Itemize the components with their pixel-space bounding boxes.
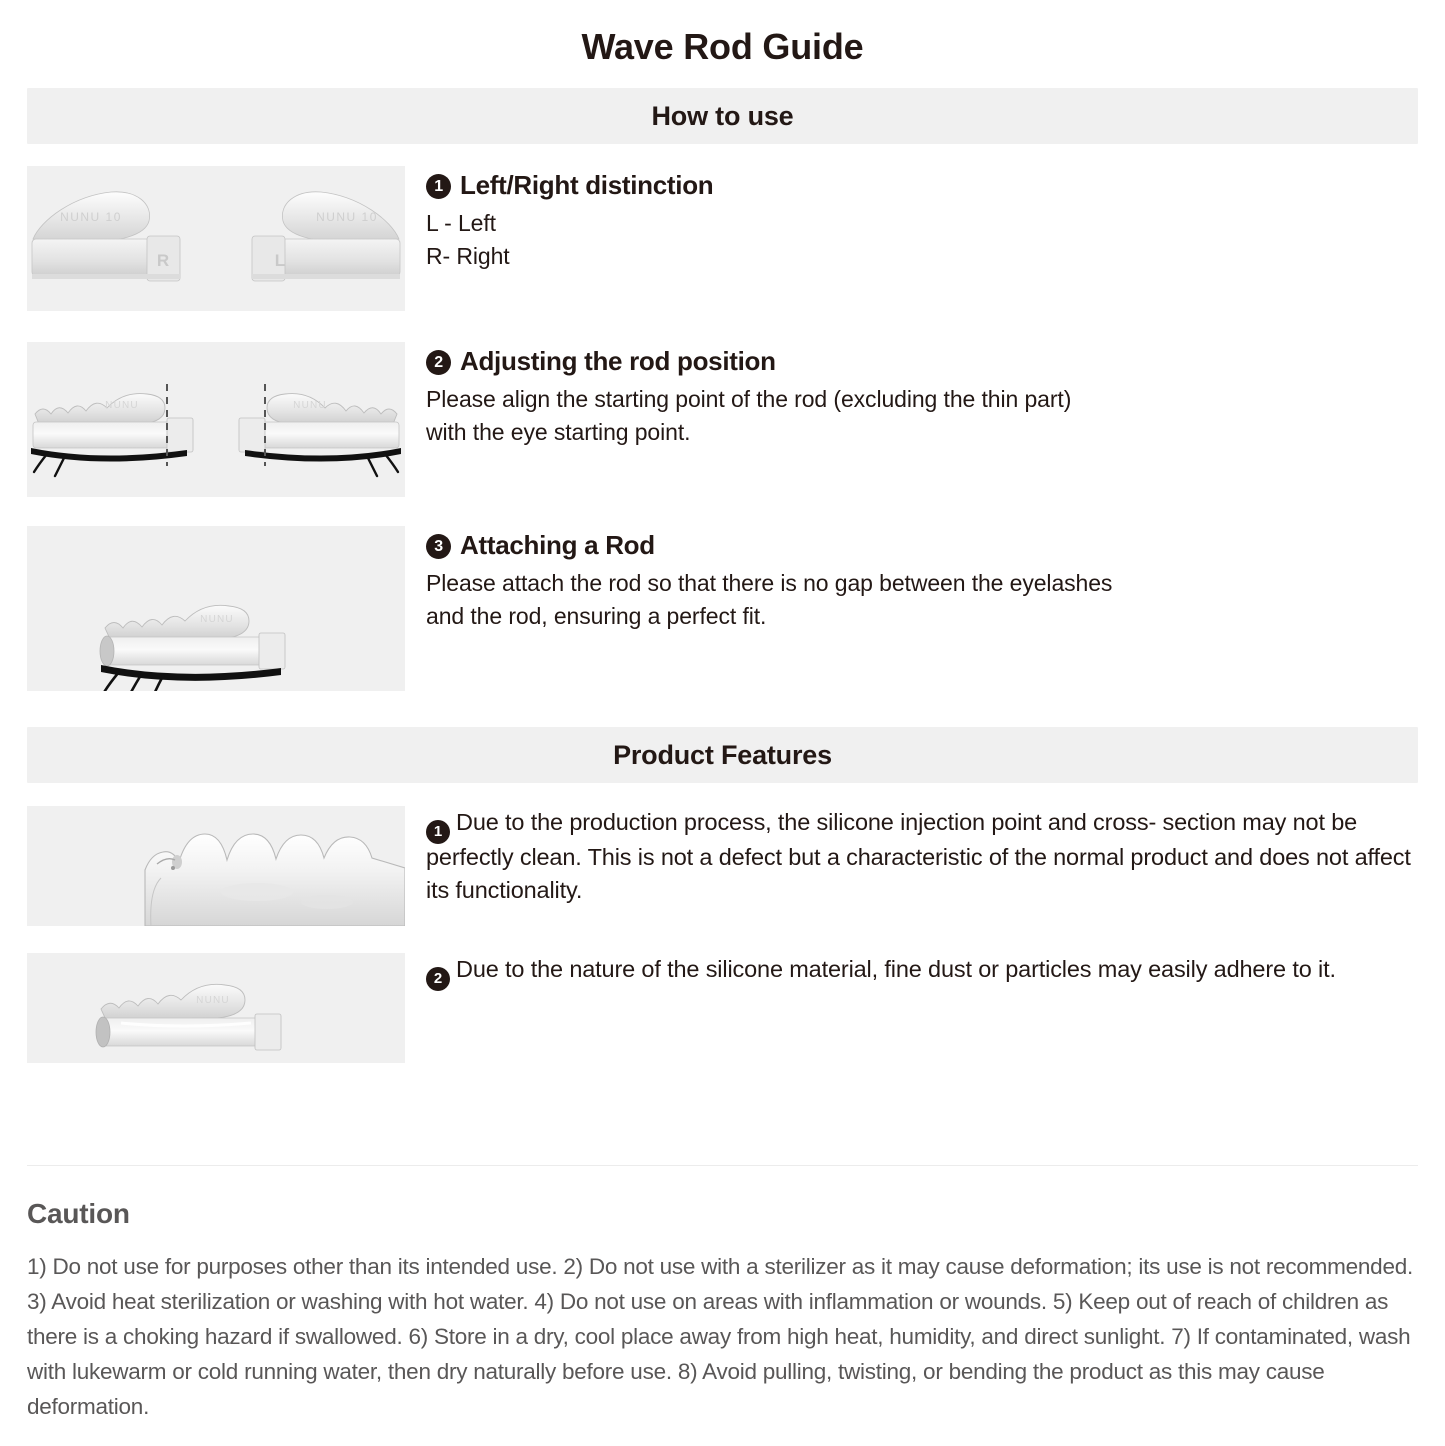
step-row-3 (27, 526, 1418, 691)
feature-1-line-1: Due to the production process, the silicone injection point and cross- (456, 809, 1157, 835)
step-2-image (27, 342, 405, 497)
step-1-body (426, 207, 1418, 272)
step-1-text (405, 166, 1418, 273)
step-1-line-2: R- Right (426, 242, 510, 269)
rod-left-right-pair-illustration (27, 166, 405, 311)
feature-2-image (27, 953, 405, 1063)
rod-position-alignment-illustration (27, 342, 405, 497)
step-2-heading (426, 346, 1418, 377)
step-3-line-2: and the rod, ensuring a perfect fit. (426, 602, 767, 629)
svg-text:NUNU 10: NUNU 10 (60, 210, 122, 224)
section-header-product-features (27, 727, 1418, 783)
svg-text:L: L (274, 251, 286, 270)
step-1-line-1: L - Left (426, 210, 496, 237)
caution-body: 1) Do not use for purposes other than its intended use. 2) Do not use with a sterilizer as it may cause deformation; its use is not recommended. 3) Avoid heat sterilization or washing with hot water. 4) Do not use on areas with inflammation or wounds. 5) Keep out of reach of children as there is a choking hazard if swallowed. 6) Store in a dry, cool place away from high heat, humidity, and direct sunlight. 7) If contaminated, wash with lukewarm or cold running water, then dry naturally before use. 8) Avoid pulling, twisting, or bending the product as this may cause deformation. (27, 1254, 1413, 1419)
svg-text:R: R (156, 251, 170, 270)
step-row-2 (27, 342, 1418, 497)
feature-row-1 (27, 806, 1418, 926)
step-2-line-1: Please align the starting point of the rod (excluding the thin part) (426, 386, 1072, 413)
step-3-title: Attaching a Rod (460, 530, 655, 560)
svg-text:NUNU: NUNU (200, 614, 234, 625)
feature-2-number-badge: 2 (426, 967, 450, 991)
caution-divider (27, 1165, 1418, 1166)
step-1-title: Left/Right distinction (460, 170, 714, 200)
step-2-text (405, 342, 1418, 449)
section-header-how-to-use (27, 88, 1418, 144)
step-3-line-1: Please attach the rod so that there is no gap between the eyelashes (426, 570, 1113, 597)
feature-1-text (405, 806, 1418, 907)
section-header-product-features-label: Product Features (613, 739, 832, 770)
step-1-heading (426, 170, 1418, 201)
silicone-cross-section-macro-illustration (27, 806, 405, 926)
svg-text:NUNU: NUNU (105, 400, 139, 411)
section-header-how-to-use-label: How to use (651, 100, 794, 131)
feature-2-line-2: easily adhere to it. (1148, 956, 1336, 982)
step-2-body (426, 383, 1418, 448)
feature-2-line-1: Due to the nature of the silicone material, fine dust or particles may (456, 956, 1142, 982)
feature-2-text (405, 953, 1418, 988)
svg-text:NUNU: NUNU (293, 400, 327, 411)
caution-heading: Caution (27, 1198, 130, 1229)
step-3-number-badge: 3 (426, 534, 451, 559)
step-3-image (27, 526, 405, 691)
feature-1-line-2: section may not be perfectly clean. This is not a defect but a characteristic (426, 809, 1358, 870)
feature-1-line-3: of the normal product and does not affect its functionality. (426, 843, 1411, 903)
step-2-number-badge: 2 (426, 350, 451, 375)
step-3-text (405, 526, 1418, 633)
step-3-heading (426, 530, 1418, 561)
feature-1-number-badge: 1 (426, 820, 450, 844)
rod-attached-illustration (27, 526, 405, 691)
svg-text:NUNU 10: NUNU 10 (316, 210, 378, 224)
feature-row-2 (27, 953, 1418, 1063)
step-3-body (426, 567, 1418, 632)
step-row-1 (27, 166, 1418, 311)
svg-text:NUNU: NUNU (196, 995, 230, 1006)
feature-1-image (27, 806, 405, 926)
step-2-line-2: with the eye starting point. (426, 418, 691, 445)
silicone-rod-side-illustration (27, 953, 405, 1063)
page-title: Wave Rod Guide (581, 26, 864, 67)
step-1-number-badge: 1 (426, 174, 451, 199)
step-2-title: Adjusting the rod position (460, 346, 776, 376)
step-1-image (27, 166, 405, 311)
